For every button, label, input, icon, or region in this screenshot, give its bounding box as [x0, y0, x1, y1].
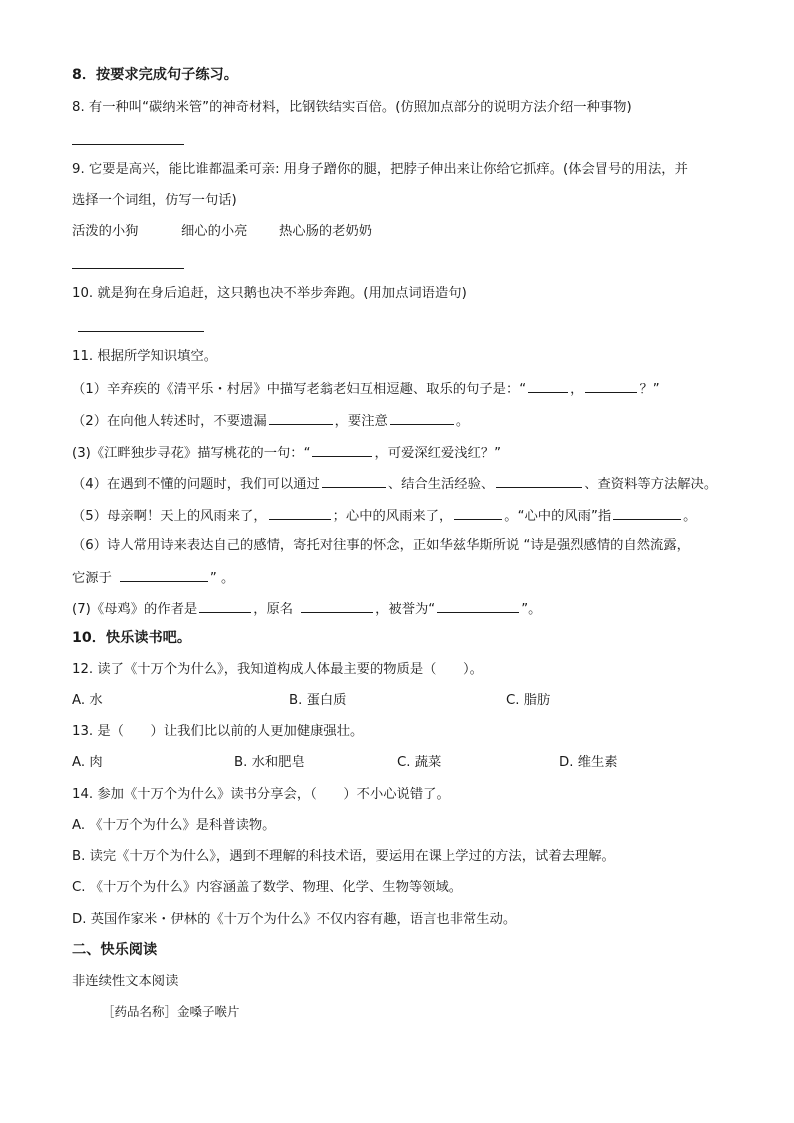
fill-2-text-c: 。	[455, 414, 470, 429]
fill-4-blank-2[interactable]	[496, 474, 582, 488]
q12-option-c[interactable]: C. 脂肪	[506, 693, 551, 708]
part-2-heading: 二、快乐阅读	[72, 942, 158, 958]
fill-4-blank-1[interactable]	[322, 474, 386, 488]
fill-item-4	[72, 474, 717, 494]
fill-2-text-b: ，要注意	[334, 414, 388, 429]
fill-item-7	[72, 599, 541, 619]
answer-line-q8[interactable]	[72, 144, 184, 145]
fill-4-text-a: （4）在遇到不懂的问题时，我们可以通过	[72, 477, 320, 492]
question-9-line1: 9. 它要是高兴，能比谁都温柔可亲: 用身子蹭你的腿，把脖子伸出来让你给它抓痒。(体会冒号的用法，并	[72, 162, 688, 177]
q12-option-b[interactable]: B. 蛋白质	[289, 693, 347, 708]
fill-7-blank-2[interactable]	[301, 599, 373, 613]
fill-5-blank-3[interactable]	[613, 506, 681, 520]
section-10-heading: 10．快乐读书吧。	[72, 630, 192, 646]
fill-3-text-a: (3)《江畔独步寻花》描写桃花的一句：“	[72, 446, 311, 461]
fill-5-text-d: 。	[683, 509, 697, 524]
q13-option-a[interactable]: A. 肉	[72, 755, 103, 770]
q9-choice-1: 活泼的小狗	[72, 224, 139, 239]
fill-item-6-line1: （6）诗人常用诗来表达自己的感情，寄托对往事的怀念，正如华兹华斯所说 “诗是强烈感情的自然流露，	[72, 538, 690, 553]
fill-3-text-b: ，可爱深红爱浅红？”	[374, 446, 502, 461]
question-8: 8. 有一种叫“碳纳米管”的神奇材料，比钢铁结实百倍。(仿照加点部分的说明方法介绍一种事物)	[72, 100, 632, 115]
q14-option-d[interactable]: D. 英国作家米・伊林的《十万个为什么》不仅内容有趣，语言也非常生动。	[72, 912, 517, 927]
fill-item-3	[72, 443, 501, 463]
fill-7-text-c: ，被誉为“	[375, 602, 436, 617]
q13-option-b[interactable]: B. 水和肥皂	[234, 755, 305, 770]
fill-1-text-a: （1）辛弃疾的《清平乐・村居》中描写老翁老妇互相逗趣、取乐的句子是：“	[72, 382, 527, 397]
q14-option-c[interactable]: C. 《十万个为什么》内容涵盖了数学、物理、化学、生物等领域。	[72, 880, 463, 895]
fill-1-blank-1[interactable]	[528, 379, 568, 393]
question-11: 11. 根据所学知识填空。	[72, 349, 218, 364]
question-12: 12. 读了《十万个为什么》，我知道构成人体最主要的物质是（ ）。	[72, 662, 483, 677]
answer-line-q9[interactable]	[72, 268, 184, 269]
fill-6-blank-1[interactable]	[120, 568, 208, 582]
fill-item-2	[72, 411, 469, 431]
fill-2-blank-2[interactable]	[390, 411, 454, 425]
q14-option-a[interactable]: A. 《十万个为什么》是科普读物。	[72, 818, 276, 833]
q14-option-b[interactable]: B. 读完《十万个为什么》，遇到不理解的科技术语，要运用在课上学过的方法，试着去理解。	[72, 849, 615, 864]
fill-1-blank-2[interactable]	[585, 379, 637, 393]
q13-option-c[interactable]: C. 蔬菜	[397, 755, 442, 770]
fill-7-text-d: ”。	[521, 602, 542, 617]
fill-3-blank-1[interactable]	[312, 443, 372, 457]
fill-7-text-b: ，原名	[253, 602, 294, 617]
fill-7-text-a: (7)《母鸡》的作者是	[72, 602, 198, 617]
fill-5-text-c: 。“心中的风雨”指	[504, 509, 612, 524]
fill-item-5	[72, 506, 696, 526]
fill-2-text-a: （2）在向他人转述时，不要遗漏	[72, 414, 267, 429]
q12-option-a[interactable]: A. 水	[72, 693, 103, 708]
q13-option-d[interactable]: D. 维生素	[559, 755, 618, 770]
fill-6-text-a: 它源于	[72, 571, 112, 586]
fill-1-text-c: ？”	[639, 382, 660, 397]
fill-1-text-b: ，	[570, 382, 584, 397]
fill-7-blank-3[interactable]	[437, 599, 519, 613]
fill-5-text-a: （5）母亲啊！天上的风雨来了，	[72, 509, 267, 524]
fill-4-text-c: 、查资料等方法解决。	[584, 477, 718, 492]
fill-item-6-line2	[72, 568, 234, 588]
fill-5-blank-1[interactable]	[269, 506, 331, 520]
fill-4-text-b: 、结合生活经验、	[387, 477, 495, 492]
fill-item-1	[72, 379, 660, 399]
question-9-line2: 选择一个词组，仿写一句话)	[72, 193, 237, 208]
section-8-heading: 8．按要求完成句子练习。	[72, 67, 238, 83]
q9-choice-3: 热心肠的老奶奶	[279, 224, 373, 239]
fill-6-text-b: ” 。	[209, 571, 235, 586]
drug-name-label: ［药品名称］金嗓子喉片	[102, 1004, 240, 1019]
fill-2-blank-1[interactable]	[269, 411, 333, 425]
answer-line-q10[interactable]	[78, 331, 204, 332]
q9-choice-2: 细心的小亮	[181, 224, 248, 239]
question-13: 13. 是（ ）让我们比以前的人更加健康强壮。	[72, 724, 364, 739]
fill-5-text-b: ；心中的风雨来了，	[332, 509, 453, 524]
part-2-subheading: 非连续性文本阅读	[72, 974, 179, 989]
question-10: 10. 就是狗在身后追赶，这只鹅也决不举步奔跑。(用加点词语造句)	[72, 286, 467, 301]
fill-7-blank-1[interactable]	[199, 599, 251, 613]
question-14: 14. 参加《十万个为什么》读书分享会，（ ）不小心说错了。	[72, 787, 450, 802]
fill-5-blank-2[interactable]	[454, 506, 502, 520]
